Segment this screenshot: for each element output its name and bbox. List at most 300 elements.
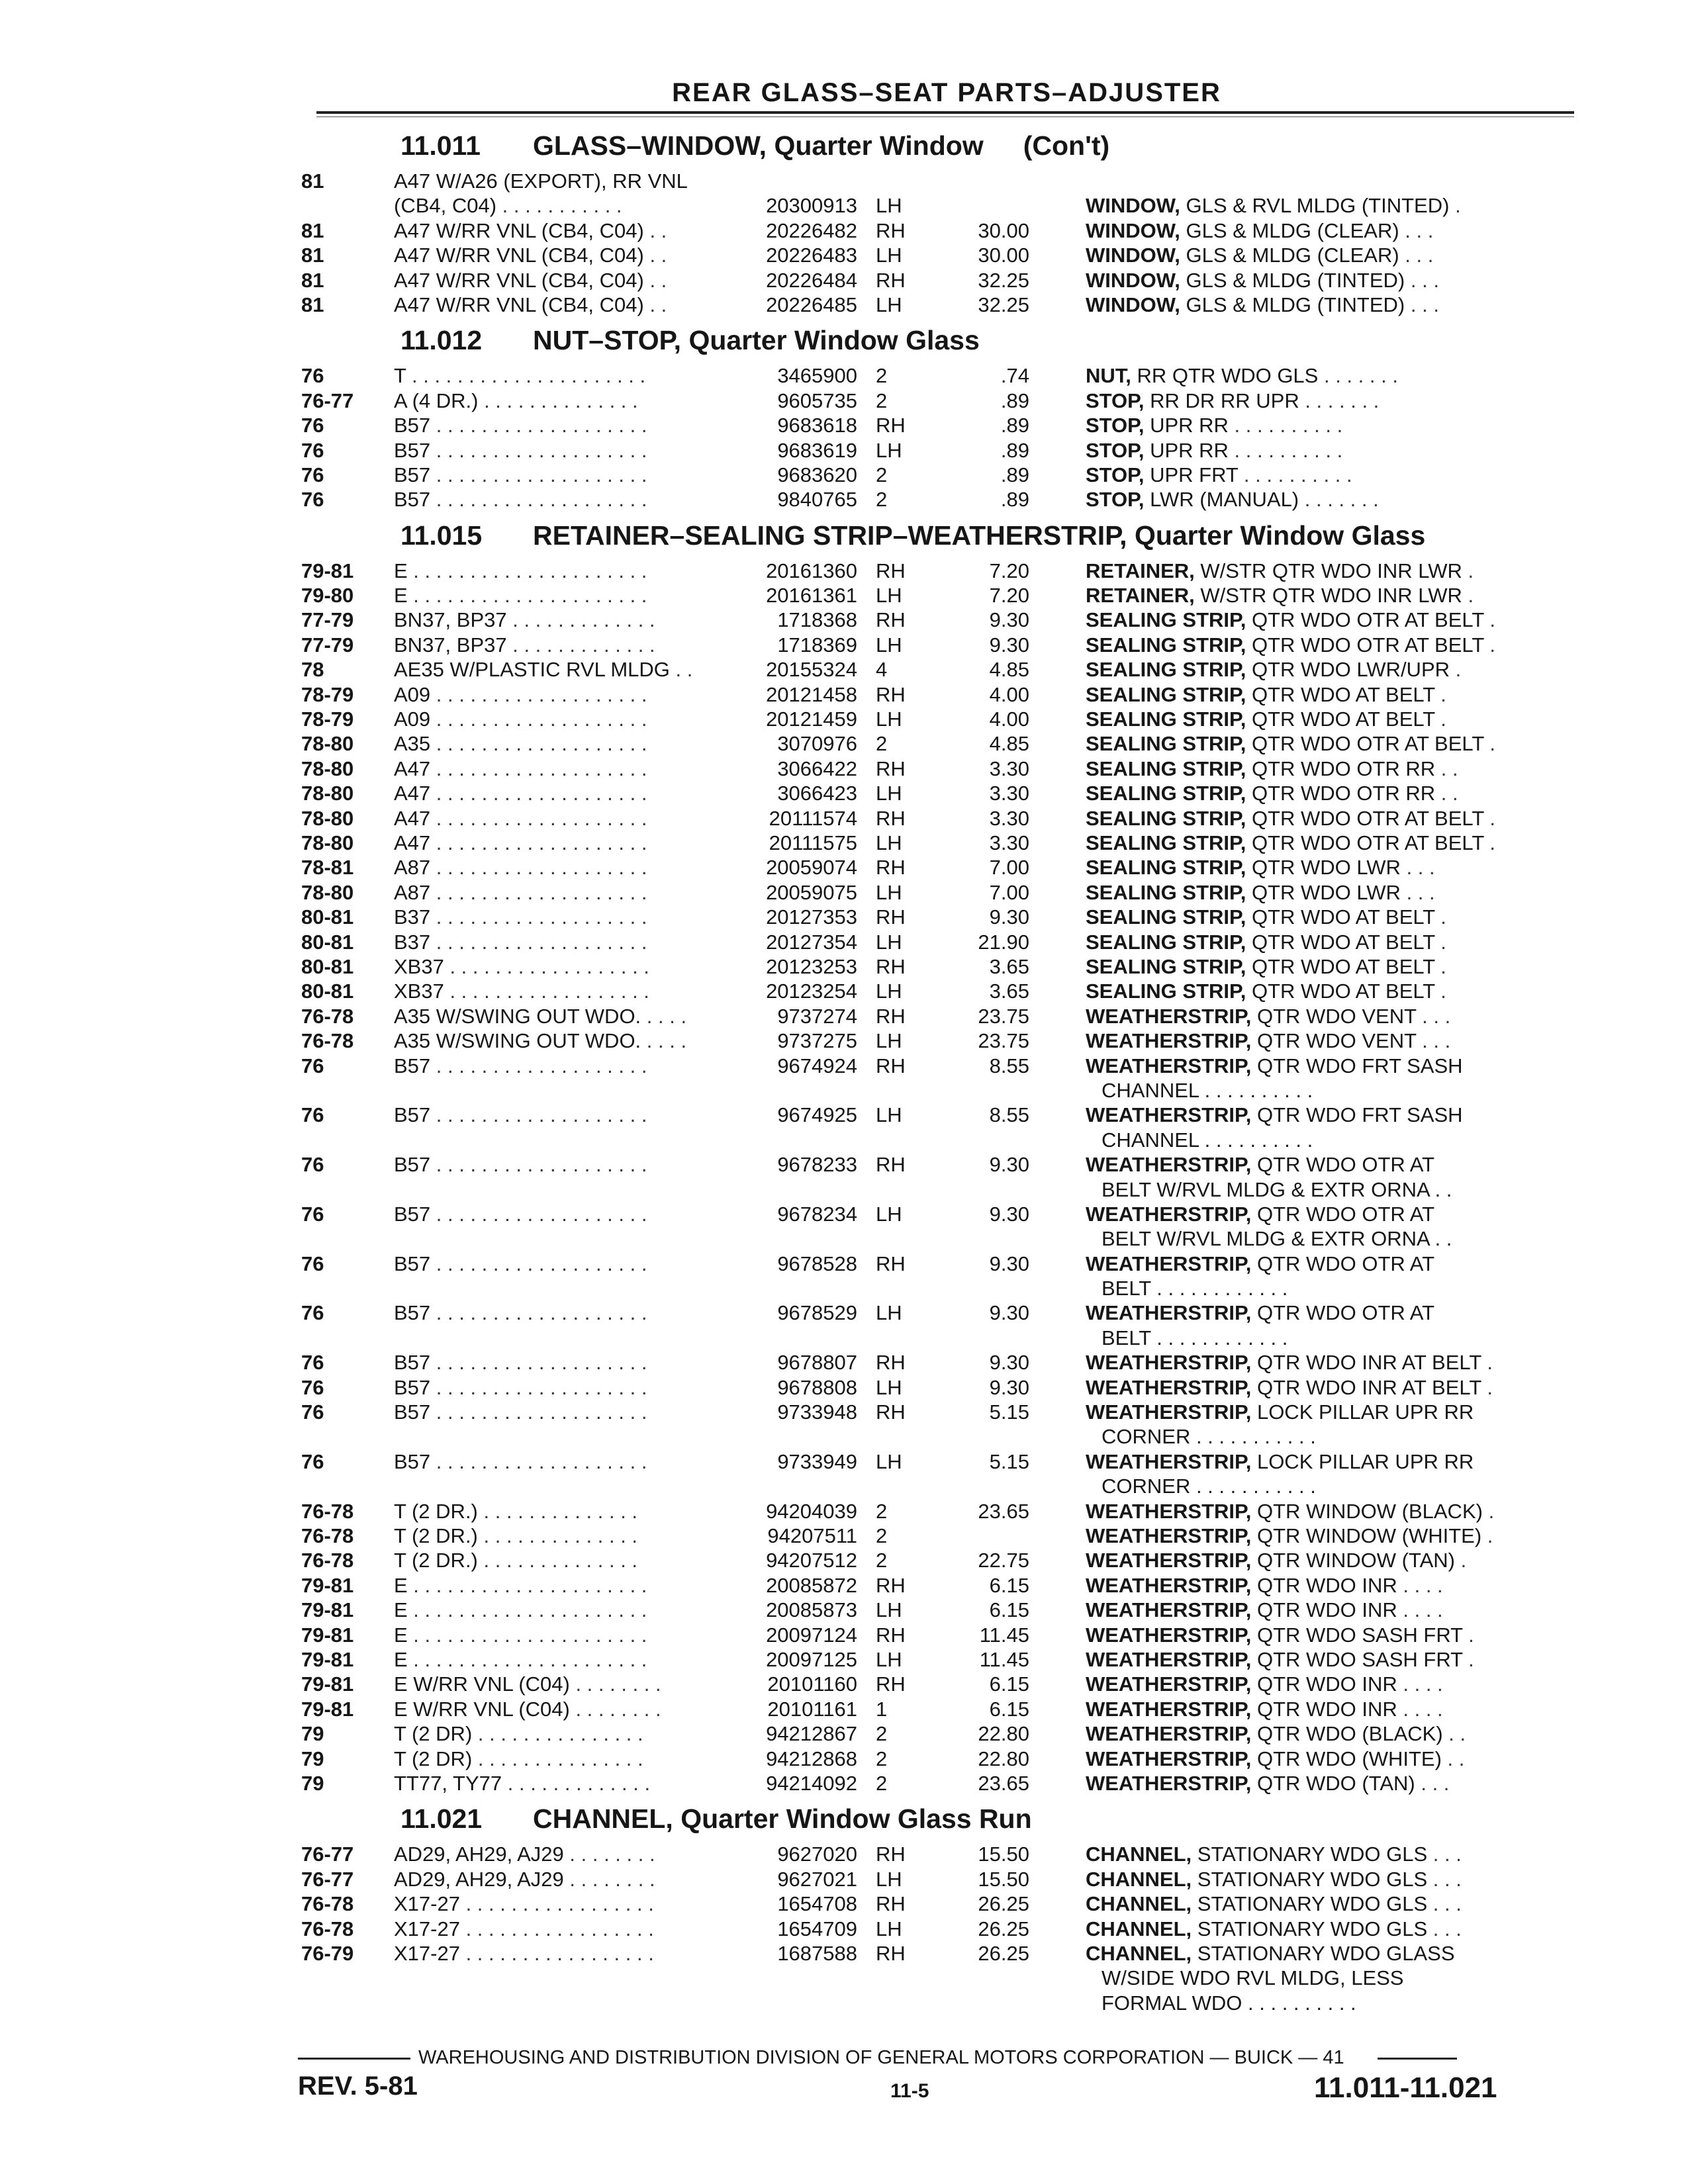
part-name: CHANNEL,: [1086, 1892, 1192, 1916]
part-name: SEALING STRIP,: [1086, 707, 1246, 731]
part-detail-continued: BELT . . . . . . . . . . . .: [1102, 1326, 1288, 1349]
leader-dots: . . . . . . . . . . . . . . . . . . .: [430, 1351, 647, 1375]
part-number: 9733948: [738, 1400, 857, 1424]
leader-dots: .: [1483, 806, 1495, 830]
price: .89: [1000, 488, 1029, 512]
part-detail: QTR WDO OTR AT BELT: [1251, 831, 1484, 854]
part-description: [1086, 1400, 1559, 1449]
part-number: 94204039: [738, 1499, 857, 1524]
leader-dots: . . .: [1400, 880, 1435, 904]
leader-dots: . . . . . . . . . . . . . . . . . . .: [430, 1251, 647, 1275]
model-text: B57: [394, 1251, 431, 1275]
part-number: 9678808: [738, 1375, 857, 1400]
part-detail: UPR RR: [1150, 438, 1229, 462]
part-name: SEALING STRIP,: [1086, 880, 1246, 904]
leader-dots: .: [1481, 1375, 1493, 1399]
price: 23.75: [978, 1029, 1029, 1053]
model-year: 79: [301, 1747, 324, 1770]
part-description: [1086, 880, 1559, 905]
part-name: WEATHERSTRIP,: [1086, 1004, 1252, 1028]
model-text: A47: [394, 831, 431, 854]
part-name: WEATHERSTRIP,: [1086, 1251, 1252, 1275]
price: 26.25: [978, 1917, 1029, 1940]
part-number: 9605735: [738, 388, 857, 413]
part-detail-continued: W/SIDE WDO RVL MLDG, LESS: [1102, 1966, 1404, 1990]
part-name: CHANNEL,: [1086, 1917, 1192, 1940]
leader-dots: . . . . . . . . . . . . . . . . . . .: [430, 1400, 647, 1424]
model-text: A47: [394, 756, 431, 780]
model-text: T (2 DR): [394, 1722, 473, 1746]
parts-row: [301, 1623, 1559, 1647]
part-number: 9683620: [738, 463, 857, 487]
model-description: [394, 193, 1043, 218]
part-number: 9678529: [738, 1300, 857, 1325]
price: 3.30: [989, 831, 1029, 854]
price: 9.30: [989, 608, 1029, 632]
parts-row: [301, 1573, 1559, 1598]
parts-row: [301, 633, 1559, 657]
part-number: 9733949: [738, 1449, 857, 1474]
part-detail: QTR WDO INR: [1256, 1672, 1397, 1696]
parts-row: [301, 806, 1559, 831]
part-name: WEATHERSTRIP,: [1086, 1499, 1252, 1523]
quantity: RH: [876, 1153, 906, 1177]
model-text: B57: [394, 414, 431, 437]
leader-dots: . . . . . . . .: [569, 1697, 661, 1721]
model-text: B57: [394, 1301, 431, 1325]
part-detail: QTR WINDOW (WHITE): [1256, 1524, 1482, 1548]
part-name: SEALING STRIP,: [1086, 954, 1246, 978]
part-description: [1086, 1941, 1559, 2015]
part-detail: STATIONARY WDO GLASS: [1197, 1941, 1455, 1965]
part-number: 1654708: [738, 1891, 857, 1916]
part-detail: QTR WDO (TAN): [1256, 1771, 1415, 1795]
section-heading: [301, 122, 1559, 169]
model-text: B57: [394, 1375, 431, 1399]
parts-row: [301, 1747, 1559, 1771]
parts-row: [301, 438, 1559, 463]
parts-row: [301, 880, 1559, 905]
parts-row: [301, 1842, 1559, 1866]
part-name: WEATHERSTRIP,: [1086, 1549, 1252, 1572]
part-number: 9678528: [738, 1251, 857, 1276]
price: 23.65: [978, 1771, 1029, 1795]
price: 8.55: [989, 1054, 1029, 1077]
price: .74: [1000, 364, 1029, 388]
leader-dots: . . .: [1427, 1892, 1462, 1916]
parts-row: [301, 979, 1559, 1003]
part-detail: RR QTR WDO GLS: [1137, 364, 1319, 388]
section-number: 11.011: [400, 130, 481, 161]
part-detail: QTR WINDOW (BLACK): [1256, 1499, 1483, 1523]
part-description: [1086, 363, 1559, 388]
model-year: 81: [301, 218, 324, 242]
part-name: WEATHERSTRIP,: [1086, 1202, 1252, 1226]
part-number: 20161360: [738, 559, 857, 583]
quantity: LH: [876, 1648, 902, 1671]
part-detail: QTR WDO INR: [1256, 1598, 1397, 1622]
price: 3.30: [989, 756, 1029, 780]
part-number: 9678807: [738, 1350, 857, 1375]
parts-row: [301, 1028, 1559, 1053]
parts-listing: [301, 122, 1559, 2015]
leader-dots: . . . . . . . . . . . . .: [502, 1771, 651, 1795]
part-description: [1086, 413, 1559, 437]
part-name: WEATHERSTRIP,: [1086, 1771, 1252, 1795]
model-year: 76-78: [301, 1524, 354, 1548]
quantity: RH: [876, 268, 906, 292]
part-name: WEATHERSTRIP,: [1086, 1449, 1252, 1473]
model-text: B57: [394, 1054, 431, 1077]
leader-dots: . . . . . . . . . . . . . . . . . . .: [430, 707, 647, 731]
quantity: RH: [876, 1004, 906, 1028]
model-text: B37: [394, 905, 431, 929]
price: 9.30: [989, 1153, 1029, 1177]
model-year: 79-81: [301, 1573, 354, 1597]
parts-row: [301, 293, 1559, 317]
part-number: 9678233: [738, 1152, 857, 1177]
part-detail: LOCK PILLAR UPR RR: [1256, 1400, 1474, 1424]
price: 22.75: [978, 1549, 1029, 1572]
quantity: LH: [876, 1598, 902, 1622]
part-name: STOP,: [1086, 414, 1145, 437]
parts-row: [301, 855, 1559, 880]
model-text: XB37: [394, 979, 444, 1003]
quantity: LH: [876, 930, 902, 954]
leader-dots: . . . . . . . . . . . . . .: [477, 1499, 638, 1523]
leader-dots: .: [1449, 194, 1461, 218]
part-detail: QTR WDO SASH FRT: [1256, 1648, 1463, 1671]
quantity: 4: [876, 658, 888, 682]
quantity: 2: [876, 1747, 888, 1770]
part-detail: QTR WDO AT BELT: [1251, 930, 1435, 954]
part-description: [1086, 1623, 1559, 1647]
running-head: REAR GLASS–SEAT PARTS–ADJUSTER: [672, 78, 1221, 107]
quantity: 2: [876, 1499, 888, 1523]
model-year: 76: [301, 1054, 324, 1077]
leader-dots: . . . . . . . . . . . . . . .: [472, 1747, 643, 1770]
model-text: E: [394, 1623, 408, 1647]
leader-dots: . . . . . . . .: [563, 1843, 655, 1866]
model-text: A47 W/RR VNL (CB4, C04): [394, 244, 644, 267]
part-number: 20127353: [738, 905, 857, 929]
part-description: [1086, 1028, 1559, 1053]
model-text: A09: [394, 707, 431, 731]
parts-row: [301, 731, 1559, 756]
part-number: 20123254: [738, 979, 857, 1003]
part-name: CHANNEL,: [1086, 1867, 1192, 1891]
quantity: RH: [876, 1054, 906, 1077]
leader-dots: .: [1454, 1549, 1467, 1572]
model-year: 80-81: [301, 905, 354, 929]
quantity: RH: [876, 1843, 906, 1866]
model-year: 76: [301, 1103, 324, 1127]
part-number: 9674925: [738, 1103, 857, 1127]
footer-rule-left: [298, 2058, 410, 2060]
quantity: 2: [876, 1549, 888, 1572]
model-year: 76: [301, 1202, 324, 1226]
price: 32.25: [978, 268, 1029, 292]
part-detail: QTR WDO AT BELT: [1251, 954, 1435, 978]
part-description: [1086, 1891, 1559, 1916]
leader-dots: .: [1434, 905, 1446, 929]
model-text: B57: [394, 1202, 431, 1226]
model-text: (CB4, C04): [394, 194, 497, 218]
part-name: RETAINER,: [1086, 559, 1195, 582]
parts-row: [301, 218, 1559, 243]
quantity: RH: [876, 1573, 906, 1597]
leader-dots: .: [1450, 658, 1462, 682]
part-description: [1086, 1747, 1559, 1771]
part-number: 3465900: [738, 363, 857, 388]
part-detail: QTR WDO INR AT BELT: [1256, 1351, 1481, 1375]
part-description: [1086, 1548, 1559, 1572]
part-number: 9674924: [738, 1054, 857, 1078]
part-detail: QTR WDO OTR AT: [1256, 1301, 1435, 1325]
model-year: 77-79: [301, 608, 354, 632]
leader-dots: . . .: [1427, 1917, 1462, 1940]
part-number: 9840765: [738, 487, 857, 512]
part-detail: GLS & MLDG (CLEAR): [1186, 218, 1399, 242]
model-year: 77-79: [301, 633, 354, 657]
price: .89: [1000, 438, 1029, 462]
leader-dots: . . .: [1405, 268, 1439, 292]
leader-dots: . . . . . . . . . . . . . . . . . . .: [430, 682, 647, 706]
model-year: 76-78: [301, 1029, 354, 1053]
model-text: A35 W/SWING OUT WDO.: [394, 1029, 641, 1053]
part-detail: UPR FRT: [1150, 463, 1239, 486]
leader-dots: . . . . . . . .: [569, 1672, 661, 1696]
model-description: [394, 1524, 1043, 1548]
model-year: 76: [301, 414, 324, 437]
part-detail: QTR WDO (BLACK): [1256, 1722, 1443, 1746]
leader-dots: . . . .: [1397, 1697, 1443, 1721]
leader-dots: . . . . . . . . . . . . . . . . . . . . .: [407, 1598, 647, 1622]
part-name: WEATHERSTRIP,: [1086, 1598, 1252, 1622]
part-description: [1086, 1300, 1559, 1350]
price: 3.65: [989, 979, 1029, 1003]
footer-section-range: 11.011-11.021: [1314, 2071, 1497, 2104]
model-year: 76-77: [301, 1867, 354, 1891]
part-description: [1086, 388, 1559, 413]
part-description: [1086, 707, 1559, 731]
leader-dots: .: [1434, 954, 1446, 978]
model-year: 76: [301, 438, 324, 462]
parts-row: [301, 1400, 1559, 1449]
leader-dots: . . .: [1416, 1004, 1451, 1028]
parts-row: [301, 413, 1559, 437]
part-name: SEALING STRIP,: [1086, 979, 1246, 1003]
section-title: CHANNEL, Quarter Window Glass Run: [533, 1803, 1032, 1835]
leader-dots: . . . . . . . . . . . . . . . . . . .: [430, 1054, 647, 1077]
price: .89: [1000, 388, 1029, 412]
part-detail: QTR WDO LWR: [1251, 880, 1401, 904]
header-rule: [316, 111, 1574, 114]
model-text: A (4 DR.): [394, 388, 479, 412]
part-description: [1086, 756, 1559, 781]
part-name: WEATHERSTRIP,: [1086, 1400, 1252, 1424]
part-name: WEATHERSTRIP,: [1086, 1054, 1252, 1077]
parts-row: [301, 1499, 1559, 1524]
leader-dots: . . . . . . . . . . . . . . . . .: [459, 1892, 654, 1916]
section-number: 11.021: [400, 1803, 483, 1835]
quantity: 2: [876, 732, 888, 756]
model-text: BN37, BP37: [394, 608, 507, 632]
quantity: LH: [876, 1301, 902, 1325]
leader-dots: . . . . . . . . . . . . . . . . . . .: [430, 414, 647, 437]
leader-dots: .: [1483, 608, 1495, 632]
price: 23.75: [978, 1004, 1029, 1028]
parts-row: [301, 169, 1559, 193]
model-year: 79-81: [301, 1623, 354, 1647]
model-text: XB37: [394, 954, 444, 978]
quantity: LH: [876, 1375, 902, 1399]
leader-dots: . . .: [1405, 293, 1439, 316]
part-number: 94212867: [738, 1721, 857, 1746]
model-year: 78-80: [301, 880, 354, 904]
part-name: SEALING STRIP,: [1086, 782, 1246, 805]
part-description: [1086, 1524, 1559, 1548]
leader-dots: . . . .: [641, 1004, 687, 1028]
price: 15.50: [978, 1843, 1029, 1866]
part-detail: LOCK PILLAR UPR RR: [1256, 1449, 1474, 1473]
part-number: 3070976: [738, 731, 857, 756]
leader-dots: . . . . . . . . . . . . . . . . .: [459, 1941, 654, 1965]
model-year: 76-77: [301, 1843, 354, 1866]
parts-row: [301, 193, 1559, 218]
parts-row: [301, 657, 1559, 682]
leader-dots: . . . . . . . . . . . . . . . . . . .: [430, 905, 647, 929]
leader-dots: . . .: [1399, 218, 1434, 242]
leader-dots: . . . . . . . . . . . . . . . . .: [459, 1917, 654, 1940]
model-year: 76: [301, 1301, 324, 1325]
model-text: E W/RR VNL (C04): [394, 1697, 570, 1721]
parts-row: [301, 756, 1559, 781]
leader-dots: . . . . . . . . . . . . . . . . . . .: [430, 1449, 647, 1473]
part-number: 9627020: [738, 1842, 857, 1866]
parts-row: [301, 1103, 1559, 1152]
leader-dots: . . . . . . . . . . . . . .: [477, 1549, 638, 1572]
model-text: B57: [394, 438, 431, 462]
leader-dots: .: [1462, 584, 1474, 608]
part-detail: QTR WDO (WHITE): [1256, 1747, 1442, 1770]
leader-dots: .: [1481, 1351, 1493, 1375]
part-name: WEATHERSTRIP,: [1086, 1375, 1252, 1399]
parts-row: [301, 1251, 1559, 1301]
part-detail-continued: CHANNEL . . . . . . . . . .: [1102, 1128, 1313, 1152]
model-text: A35: [394, 732, 431, 756]
leader-dots: . . . . . . . . . . . . . . . . . .: [444, 979, 649, 1003]
section-heading: [301, 317, 1559, 363]
part-name: WINDOW,: [1086, 218, 1180, 242]
model-text: A47 W/RR VNL (CB4, C04): [394, 218, 644, 242]
leader-dots: . . . .: [1397, 1672, 1443, 1696]
parts-row: [301, 1672, 1559, 1696]
part-name: RETAINER,: [1086, 584, 1195, 608]
model-text: B57: [394, 1351, 431, 1375]
part-number: 9683618: [738, 413, 857, 437]
part-detail: GLS & MLDG (TINTED): [1186, 293, 1405, 316]
parts-row: [301, 781, 1559, 805]
header-rule-thin: [316, 116, 1574, 117]
part-detail: QTR WDO INR: [1256, 1697, 1397, 1721]
section-heading: [301, 1796, 1559, 1842]
price: 6.15: [989, 1672, 1029, 1696]
part-description: [1086, 1647, 1559, 1672]
part-detail: STATIONARY WDO GLS: [1197, 1917, 1428, 1940]
leader-dots: .: [1483, 831, 1495, 854]
model-text: T (2 DR): [394, 1747, 473, 1770]
section-title: RETAINER–SEALING STRIP–WEATHERSTRIP, Quarter Window Glass: [533, 520, 1426, 551]
part-name: WINDOW,: [1086, 293, 1180, 316]
model-year: 76-78: [301, 1917, 354, 1940]
leader-dots: . . . . . . . . . .: [1228, 438, 1343, 462]
footer-rule-right: [1378, 2058, 1457, 2060]
quantity: LH: [876, 438, 902, 462]
part-description: [1086, 682, 1559, 707]
model-year: 79-81: [301, 1598, 354, 1622]
model-text: B57: [394, 488, 431, 512]
part-number: 9683619: [738, 438, 857, 463]
leader-dots: . . . . . . . . . . .: [496, 194, 622, 218]
leader-dots: .: [1483, 732, 1495, 756]
price: 9.30: [989, 633, 1029, 657]
model-year: 76: [301, 364, 324, 388]
model-year: 76: [301, 1153, 324, 1177]
part-name: SEALING STRIP,: [1086, 732, 1246, 756]
parts-row: [301, 1697, 1559, 1721]
part-description: [1086, 1152, 1559, 1202]
part-detail: UPR RR: [1150, 414, 1229, 437]
price: 5.15: [989, 1449, 1029, 1473]
part-detail: QTR WDO OTR AT: [1256, 1251, 1435, 1275]
parts-row: [301, 1524, 1559, 1548]
part-detail: GLS & MLDG (TINTED): [1186, 268, 1405, 292]
leader-dots: . .: [1435, 782, 1458, 805]
model-year: 80-81: [301, 930, 354, 954]
model-year: 76: [301, 1251, 324, 1275]
part-name: SEALING STRIP,: [1086, 806, 1246, 830]
part-detail: QTR WDO AT BELT: [1251, 707, 1435, 731]
part-description: [1086, 1004, 1559, 1028]
part-description: [1086, 930, 1559, 954]
price: 7.20: [989, 584, 1029, 608]
quantity: 2: [876, 1722, 888, 1746]
quantity: RH: [876, 756, 906, 780]
part-detail: QTR WINDOW (TAN): [1256, 1549, 1455, 1572]
price: .89: [1000, 463, 1029, 486]
parts-row: [301, 1004, 1559, 1028]
leader-dots: . . . . . . .: [1299, 488, 1379, 512]
model-text: A47 W/RR VNL (CB4, C04): [394, 293, 644, 316]
part-detail: QTR WDO OTR AT BELT: [1251, 806, 1484, 830]
quantity: LH: [876, 707, 902, 731]
part-detail: QTR WDO OTR AT: [1256, 1202, 1435, 1226]
part-number: 1718369: [738, 633, 857, 657]
leader-dots: .: [1434, 682, 1446, 706]
leader-dots: . . . . . . . . . . . . . .: [478, 388, 638, 412]
price: 6.15: [989, 1573, 1029, 1597]
part-number: 1718368: [738, 608, 857, 632]
quantity: LH: [876, 1449, 902, 1473]
footer-revision: REV. 5-81: [298, 2071, 418, 2101]
model-text: A47 W/A26 (EXPORT), RR VNL: [394, 169, 688, 193]
part-number: 20155324: [738, 657, 857, 682]
price: 3.30: [989, 782, 1029, 805]
part-detail: QTR WDO LWR: [1251, 856, 1401, 880]
part-name: NUT,: [1086, 364, 1131, 388]
model-text: T (2 DR.): [394, 1524, 478, 1548]
